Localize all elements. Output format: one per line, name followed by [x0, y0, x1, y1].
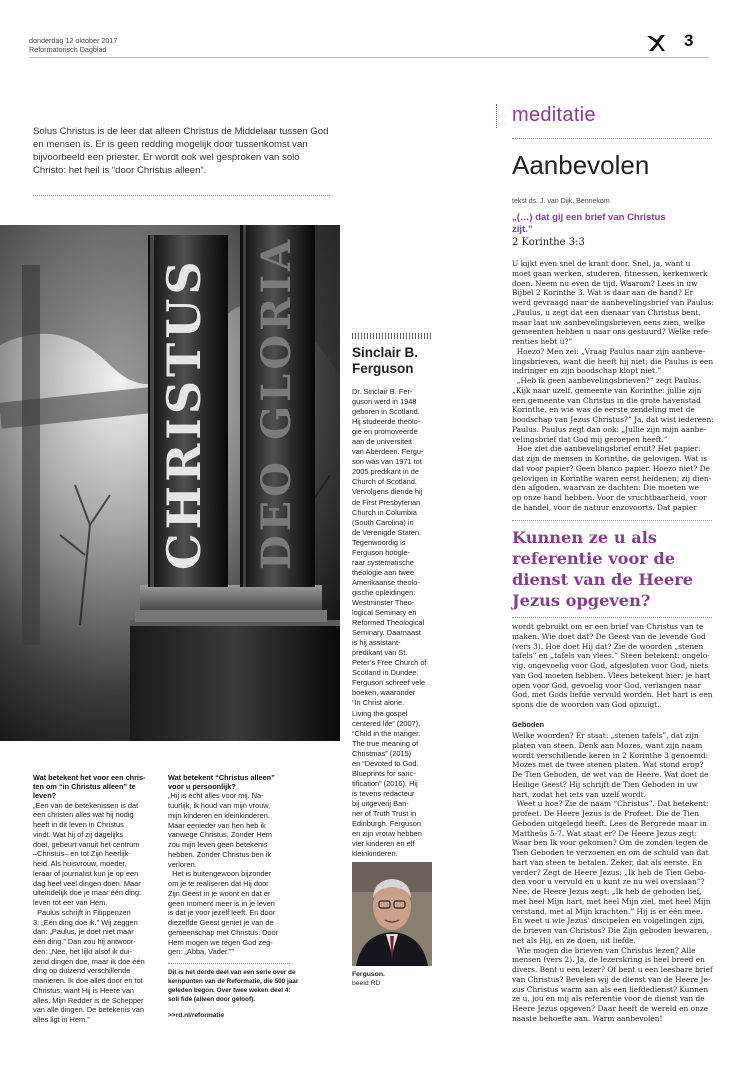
- text-line: velingsbrief dat God mij geroepen heeft.”: [512, 434, 668, 444]
- text-line: lingsbrieven, want die heeft hij niet; die Paulus is een: [512, 356, 714, 366]
- meditation-marker: [496, 104, 498, 128]
- bio-line: The true meaning of: [352, 738, 419, 748]
- bio-line: is hij assistant-: [352, 638, 401, 648]
- answer-line: verloren.: [168, 859, 197, 869]
- text-line: hart van steen te betalen. Zeker, dat als eerste. En: [512, 857, 703, 867]
- bio-line: 2005 predikant in de: [352, 467, 419, 477]
- text-line: van Christus? Bevelen wij de dienst van de Heere Je-: [512, 974, 711, 984]
- answer-line: heid. Als huisvrouw, moeder,: [33, 859, 127, 869]
- qa-1-question: [33, 773, 155, 801]
- answer-line: „Een van de betekenissen is dat: [33, 800, 139, 810]
- answer-line: is dat je voor jezelf leeft. En door: [168, 908, 276, 918]
- bio-line: tification” (2016). Hij: [352, 778, 418, 788]
- answer-line: den: „Nee, het lijkt alsof ik dui-: [33, 946, 132, 956]
- text-line: Korinthe, en wie was de eerste zendeling met de: [512, 405, 695, 415]
- issue-date: donderdag 12 oktober 2017: [29, 36, 118, 45]
- text-line: met heel Mijn hart, met heel Mijn ziel, met heel Mijn: [512, 896, 711, 906]
- text-line: Mozes met de twee stenen platen. Wat stond erop?: [512, 760, 704, 770]
- page-number: 3: [684, 31, 694, 50]
- answer-line: Zijn Geest in je woont en dat er: [168, 888, 271, 898]
- answer-line: alles ligt in Hem.”: [33, 1015, 90, 1025]
- answer-line: gemeenschap met Christus. Door: [168, 927, 279, 937]
- question-line: ten om “in Christus alleen” te: [33, 782, 136, 792]
- portrait-caption: Ferguson. beeld RD: [352, 971, 385, 987]
- text-line: Hoe ziet die aanbevelingsbrief eruit? Het papier:: [512, 444, 701, 454]
- question-line: Wat betekent het voor een chris-: [33, 773, 146, 782]
- text-line: tafels” en „tafels van vlees.” Steen betekent: ongelo-: [512, 651, 710, 661]
- answer-line: Het is buitengewoon bijzonder: [168, 869, 272, 879]
- text-line: Geboden uitgelegd heeft. Lees de Bergrede maar in: [512, 818, 707, 828]
- bio-line: bij uitgeverij Ban-: [352, 798, 409, 808]
- bio-line: theologie aan twee: [352, 567, 415, 577]
- answer-line: heeft in dit leven in Christus: [33, 820, 124, 830]
- answer-line: Christus, want Hij is Heere van: [33, 985, 135, 995]
- bio-line: Blueprints for sanc-: [352, 768, 416, 778]
- bio-line: raar systematische: [352, 557, 415, 567]
- column-text-deo-gloria: DEO GLORIA: [253, 235, 300, 570]
- bio-line: “In Christ alone.: [352, 698, 405, 708]
- bio-line: Westminster Theo-: [352, 597, 415, 607]
- text-line: mensen (vers 2). Ja, de lezerskring is heel breed en: [512, 955, 705, 965]
- text-line: de handel, voor de natuur enzovoorts. Dat papier: [512, 502, 697, 512]
- answer-line: leraar of journalist kun je op een: [33, 868, 139, 878]
- verse-line: „(…) dat gij een brief van Christus: [512, 212, 666, 223]
- answer-line: vanwege Christus. Zonder Hem: [168, 830, 272, 840]
- text-line: platen van steen. Denk aan Mozes, want zijn naam: [512, 740, 703, 750]
- bio-line: Vervolgens diende hij: [352, 487, 423, 497]
- bio-line: Peter’s Free Church of: [352, 658, 427, 668]
- text-line: wordt verschillende keren in 2 Korinthe 3 genoemd:: [512, 750, 709, 760]
- divider: [33, 195, 330, 196]
- series-link[interactable]: >>rd.nl/reformatie: [168, 1011, 225, 1019]
- question-line: Wat betekent “Christus alleen”: [168, 773, 275, 782]
- text-line: naaste behoefte aan. Warm aanbevolen!: [512, 1013, 663, 1023]
- text-line: moet gaan werken, studeren, fitnessen, kerkenwerk: [512, 268, 708, 278]
- text-line: Waar ben Ik voor gekomen? Om de zonden tegen de: [512, 838, 708, 848]
- bio-line: Dr. Sinclair B. Fer-: [352, 387, 413, 396]
- text-line: van God moeten hebben. Vlees betekent hier: je hart: [512, 670, 711, 680]
- text-line: den voor u vervuld en u kunt ze nu wel overslaan”?: [512, 877, 705, 887]
- qa-2-answer: [168, 791, 290, 957]
- bio-line: kleinkinderen.: [352, 849, 398, 859]
- portrait-photo: [352, 862, 432, 966]
- bio-line: ner of Truth Trust in: [352, 808, 417, 818]
- text-line: Wie mogen die brieven van Christus lezen? Alle: [512, 945, 696, 955]
- bio-line: de First Presbyterian: [352, 497, 421, 507]
- bio-line: Christmas” (2015): [352, 748, 412, 758]
- answer-line: Paulus schrijft in Filippenzen: [33, 907, 131, 917]
- article-title: Aanbevolen: [512, 150, 650, 180]
- bio-line: Edinburgh. Ferguson: [352, 819, 422, 829]
- bio-line: en “Devoted to God.: [352, 758, 419, 768]
- answer-line: diezelfde Geest geniet je van de: [168, 918, 274, 928]
- text-line: de brieven van Christus? Die Zijn geboden bewaren,: [512, 926, 710, 935]
- text-line: Tien Geboden te verzoenen en om de schuld van dat: [512, 848, 709, 857]
- answer-line: „Hij is echt alles voor mij. Na-: [168, 791, 264, 801]
- verse-reference: 2 Korinthe 3:3: [512, 237, 585, 248]
- qa-1-answer: [33, 801, 155, 1025]
- answer-line: Hem mogen we tegen God zeg-: [168, 937, 273, 947]
- answer-line: hebben. Zonder Christus ben ik: [168, 849, 272, 859]
- text-line: wordt gebruikt om er een brief van Christus van te: [512, 622, 704, 631]
- pullquote-line: Kunnen ze u als: [512, 528, 658, 547]
- answer-line: alles. Mijn Redder is de Schepper: [33, 995, 144, 1005]
- text-line: den afgoden, waarvan ze dachten: Die moeten we: [512, 483, 700, 493]
- text-line: Hoezo? Men zei: „Vraag Paulus naar zijn aanbeve-: [512, 346, 706, 356]
- text-line: Nee, de Heere Jezus zegt: „Ik heb de geboden lief,: [512, 887, 702, 896]
- text-line: profeet. De Heere Jezus is de Profeet. Die de Tien: [512, 809, 700, 818]
- text-line: gelovigen in Korinthe waren eerst heidenen; zij dien-: [512, 473, 712, 483]
- qa-2: [168, 773, 299, 1019]
- answer-line: tuurlijk, ik houd van mijn vrouw,: [168, 801, 271, 811]
- text-line: op onze hand hebben. Voor de vruchtbaarheid, voor: [512, 493, 707, 502]
- text-line: „Paulus, u zegt dat een dienaar van Christus bent,: [512, 307, 701, 317]
- answer-line: vindt. Wat hij of zij dagelijks: [33, 829, 124, 839]
- text-line: divers. Bent u een lezer? Of bent u een leesbare brief: [512, 965, 713, 974]
- text-line: ze u, jou en mij als referentie voor de dienst van de: [512, 994, 705, 1004]
- bio-line: gie en promoveerde: [352, 427, 418, 437]
- answer-line: dag heel veel dingen doen. Maar: [33, 878, 141, 888]
- pullquote-divider-top: [512, 520, 712, 521]
- text-line: werd gevraagd naar de aanbevelingsbrief van Paulus:: [512, 298, 714, 307]
- bible-verse: [512, 212, 712, 235]
- bio-line: logical Seminary en: [352, 608, 417, 618]
- answer-line: –Christus– en tot Zijn heerlijk-: [33, 849, 131, 859]
- column-text-christus: CHRISTUS: [157, 257, 211, 570]
- answer-line: gen: „Abba, Vader.””: [168, 947, 235, 957]
- meditation-paragraph-2: [512, 622, 712, 710]
- qa-2-question: [168, 773, 290, 791]
- text-line: hart, zodat het iets van uzelf wordt.: [512, 789, 646, 799]
- pullquote-line: Jezus opgeven?: [512, 591, 651, 610]
- page-header: [29, 36, 117, 54]
- bio-line: Scotland in Dundee.: [352, 668, 419, 678]
- bio-line: Reformed Theological: [352, 618, 425, 628]
- section-divider: [512, 138, 712, 139]
- pullquote-line: referentie voor de: [512, 549, 676, 568]
- bio-line: predikant van St.: [352, 648, 408, 658]
- answer-line: geen moment meer is in je leven: [168, 898, 275, 908]
- text-line: Heilige Geest? Hij schrijft de Tien Geboden in uw: [512, 779, 698, 789]
- subhead-geboden: Geboden: [512, 720, 545, 729]
- header-rule: [29, 57, 709, 58]
- bio-divider: [352, 333, 432, 339]
- text-line: indringer en zijn boodschap klopt niet.”: [512, 366, 662, 376]
- text-line: (vers 3). Hoe doet Hij dat? Zie de woorden „stenen: [512, 641, 704, 651]
- text-line: „Heb ik geen aanbevelingsbrieven?” zegt Paulus.: [512, 376, 702, 385]
- section-label: meditatie: [512, 104, 596, 126]
- answer-line: ding op duizend verschillende: [33, 966, 131, 976]
- text-line: Mattheüs 5-7. Wat staat er? De Heere Jezus zegt:: [512, 828, 698, 838]
- bio-name: Sinclair B. Ferguson: [352, 345, 419, 376]
- answer-line: om je te realiseren dat Hij door: [168, 879, 269, 889]
- answer-line: doet, gebeurt vanuit het centrum: [33, 839, 140, 849]
- intro-text: Solus Christus is de leer dat alleen Christus de Middelaar tussen God en mensen is. Er is geen redding mogelijk door tussenkomst van bijvoorbeeld een priester. Er wordt ook wel gesproken van solo Christo: het heil is “door Christus alleen”.: [33, 126, 329, 176]
- series-divider: [168, 963, 290, 964]
- series-note-line: geleden begon. Over twee weken deel 4:: [168, 986, 291, 994]
- text-line: De Tien Geboden, de wet van de Heere. Wat doet de: [512, 770, 709, 779]
- answer-line: van alle dingen. De betekenis van: [33, 1005, 144, 1015]
- text-line: Heere Jezus opgeven? Daar heeft de wereld en onze: [512, 1004, 709, 1013]
- bio-line: (South Carolina) in: [352, 517, 414, 527]
- bio-text: [352, 387, 432, 859]
- bio-line: Ferguson hoogle-: [352, 547, 410, 557]
- bio-line: “Child in the manger.: [352, 728, 421, 738]
- meditation-paragraph-1: [512, 259, 712, 513]
- bio-line: boeken, waaronder: [352, 688, 416, 698]
- text-line: Welke woorden? Er staat: „stenen tafels”, dat zijn: [512, 731, 699, 740]
- text-line: spons die de woorden van God opzuigt.: [512, 700, 660, 709]
- bio-line: son was van 1971 tot: [352, 457, 422, 467]
- answer-line: dan: „Paulus, je doet niet maar: [33, 927, 134, 937]
- bio-line: de Verenigde Staten.: [352, 527, 422, 537]
- answer-line: zou mijn leven geen betekenis: [168, 840, 268, 850]
- text-line: maken. Wie doet dat? De Geest van de levende God: [512, 631, 706, 641]
- byline: tekst ds. J. van Dijk, Bennekom: [512, 198, 610, 205]
- answer-line: leven tot eer van Hem.: [33, 898, 108, 908]
- text-line: renties hebt u?”: [512, 337, 573, 346]
- bio-line: Church in Columbia: [352, 507, 417, 517]
- bio-line: aan de universiteit: [352, 437, 412, 447]
- question-line: leven?: [33, 791, 57, 801]
- text-line: Weet u hoe? Zie de naam “Christus”. Dat betekent:: [512, 799, 709, 809]
- answer-line: Maar eenieder van hen heb ik: [168, 820, 266, 830]
- text-line: verder? Zegt de Heere Jezus: „Ik heb de Tien Gebo-: [512, 867, 707, 877]
- pull-quote: [512, 527, 712, 611]
- bio-line: Living the gospel: [352, 708, 408, 718]
- bio-line: Church of Scotland.: [352, 477, 417, 487]
- bio-line: vier kinderen en elf: [352, 839, 415, 849]
- question-line: voor u persoonlijk?: [168, 782, 236, 792]
- text-line: Paulus. Paulus zegt dan ook: „Jullie zijn mijn aanbe-: [512, 424, 707, 434]
- bio-line: Amerikaanse theolo-: [352, 577, 420, 587]
- verse-line: zijt.”: [512, 223, 533, 235]
- text-line: God, met Gods liefde vervuld worden. Het hart is een: [512, 690, 713, 700]
- bio-line: guson werd in 1948: [352, 397, 417, 407]
- text-line: dat zijn de mensen in Korinthe, de gelovigen. Wat is: [512, 454, 707, 463]
- meditation-paragraph-3: [512, 731, 712, 1024]
- rd-logo-icon: [646, 34, 666, 52]
- bio-line: Hij studeerde theolo-: [352, 417, 421, 427]
- answer-line: een christen alles wat hij nodig: [33, 810, 134, 820]
- text-line: Bijbel 2 Korinthe 3. Wat is daar aan de hand? Er: [512, 288, 694, 298]
- bio-line: Tegenwoordig is: [352, 537, 406, 547]
- text-line: een gemeente van Christus in die grote havenstad: [512, 395, 701, 405]
- pullquote-line: dienst van de Heere: [512, 570, 694, 589]
- text-line: boodschap van Jezus Christus?” Ja, dat wist iedereen:: [512, 415, 714, 424]
- answer-line: zend dingen doe, maar ik doe één: [33, 956, 145, 966]
- bio-line: is tevens redacteur: [352, 788, 415, 798]
- answer-line: 3: „Eén ding doe ik.” Wij zeggen: [33, 917, 138, 927]
- text-line: open voor God, gevoelig voor God, verlangen naar: [512, 680, 701, 690]
- text-line: U kijkt even snel de krant door. Snel, ja, want u: [512, 259, 691, 268]
- answer-line: manieren. Ik doe alles door en tot: [33, 976, 143, 986]
- text-line: En weet u wie Jezus' discipelen en volgelingen zijn,: [512, 916, 705, 926]
- bio-line: Seminary. Daarnaast: [352, 628, 421, 638]
- answer-line: uiteindelijk doe je maar één ding:: [33, 888, 142, 898]
- text-line: gemeenten hebben u naar ons gestuurd? Welke refe-: [512, 327, 711, 337]
- bio-line: en zijn vrouw hebben: [352, 829, 422, 839]
- series-note-line: Dit is het derde deel van een serie over de: [168, 969, 296, 977]
- bio-line: gische opleidingen:: [352, 587, 416, 597]
- bio-line: Ferguson schreef vele: [352, 678, 426, 688]
- text-line: vig, ongevoelig voor God, afgesloten voor God, niets: [512, 661, 709, 670]
- text-line: net als Hij, en ze doen, uit liefde.: [512, 935, 637, 945]
- text-line: maar laat uw aanbevelingsbrieven eens zien, welke: [512, 317, 706, 327]
- qa-1: [33, 773, 155, 1025]
- answer-line: mijn kinderen en kleinkinderen.: [168, 810, 270, 820]
- answer-line: één ding.” Dan zou hij antwoor-: [33, 937, 136, 947]
- bio-line: geboren in Scotland.: [352, 407, 420, 417]
- newspaper-name: Reformatorisch Dagblad: [29, 45, 107, 54]
- columns-photo: [0, 225, 340, 741]
- text-line: dat voor papier? Geen blanco papier. Hoezo niet? De: [512, 463, 710, 473]
- text-line: „Kijk naar uzelf, gemeente van Korinthe: jullie zijn: [512, 385, 702, 395]
- series-note: [168, 969, 299, 1005]
- text-line: verstand, met al Mijn krachten.” Hij is er één mee.: [512, 906, 703, 916]
- text-line: zus Christus warm aan als een liefdedienst? Kunnen: [512, 984, 709, 994]
- text-line: doen. Neem nu even de tijd. Waarom? Lees in uw: [512, 278, 698, 288]
- bio-line: centered life” (2007),: [352, 718, 421, 728]
- series-note-line: kernpunten van de Reformatie, die 500 jaar: [168, 978, 299, 986]
- bio-line: van Aberdeen. Fergu-: [352, 447, 424, 457]
- pullquote-divider-bottom: [512, 617, 712, 618]
- series-note-line: soli fide (alleen door geloof).: [168, 995, 255, 1003]
